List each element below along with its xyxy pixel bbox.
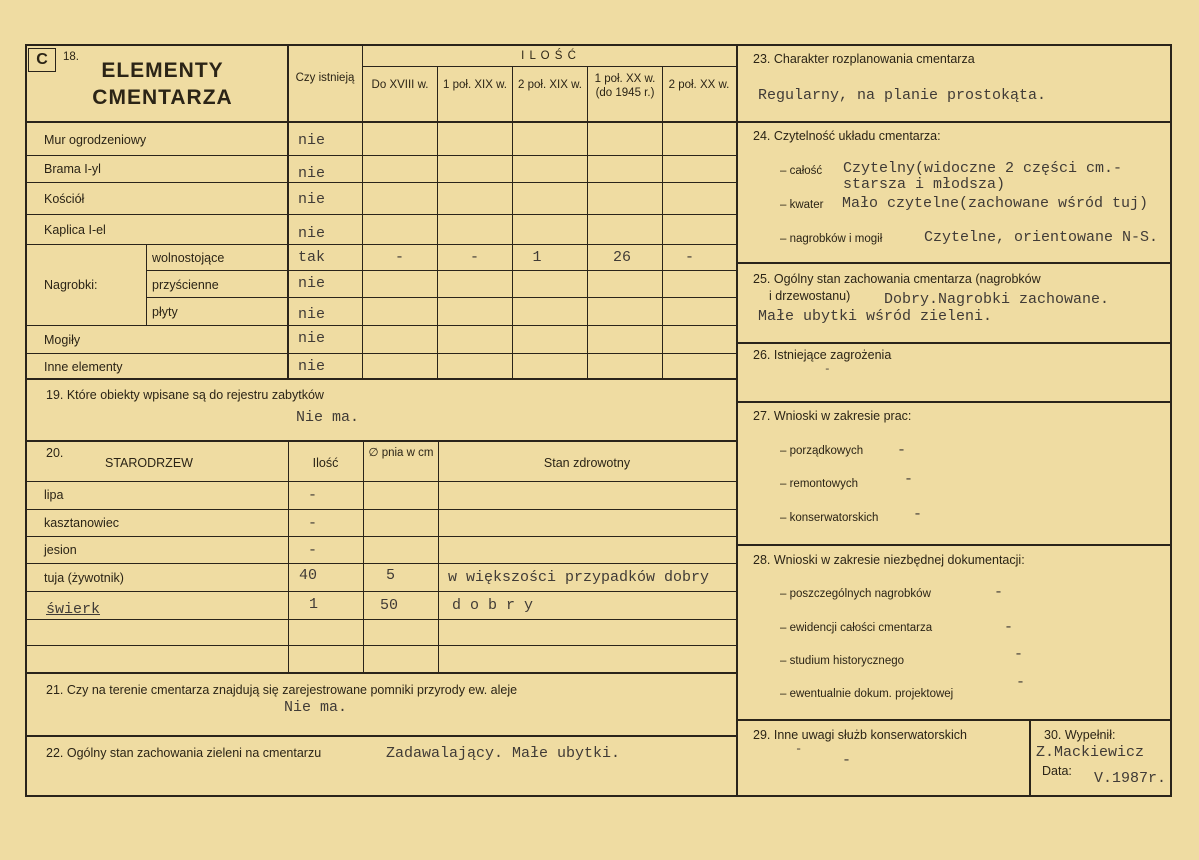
condition-label-cont: i drzewostanu): [769, 289, 851, 303]
tree-count-value: -: [308, 542, 318, 559]
layout-character-label: 23. Charakter rozplanowania cmentarza: [753, 52, 975, 66]
element-exists-value: nie: [298, 225, 326, 242]
works-item-label: – konserwatorskich: [780, 512, 879, 524]
readability-quarters-label: – kwater: [780, 199, 824, 211]
grave-count-cell: 26: [612, 249, 631, 266]
works-item-label: – remontowych: [780, 478, 858, 490]
element-row-label: Inne elementy: [44, 360, 123, 374]
element-row-label: Mogiły: [44, 333, 81, 347]
trees-col-count: Ilość: [312, 456, 339, 470]
grave-count-cell: 1: [532, 249, 542, 266]
readability-graves-value: Czytelne, orientowane N-S.: [924, 229, 1159, 246]
section-title-line1: ELEMENTY: [101, 59, 224, 82]
monuments-answer: Nie ma.: [284, 699, 348, 716]
element-row-label: wolnostojące: [152, 251, 225, 265]
works-item-label: – porządkowych: [780, 445, 864, 457]
element-exists-value: nie: [298, 306, 326, 323]
element-exists-value: nie: [298, 132, 326, 149]
readability-label: 24. Czytelność układu cmentarza:: [753, 129, 941, 143]
conservator-remarks-value: -: [795, 742, 803, 756]
trees-title: STARODRZEW: [105, 456, 193, 470]
quantity-header: I L O Ś Ć: [521, 50, 577, 62]
readability-graves-label: – nagrobków i mogił: [780, 233, 883, 245]
condition-label: 25. Ogólny stan zachowania cmentarza (nagrobków: [753, 272, 1041, 286]
col-exists-header: Czy istnieją: [295, 72, 355, 84]
date-label: Data:: [1042, 764, 1072, 778]
graves-group-label: Nagrobki:: [44, 278, 98, 292]
greenery-answer: Zadawalający. Małe ubytki.: [386, 745, 621, 762]
period-header-3: 2 poł. XIX w.: [518, 79, 582, 91]
element-exists-value: tak: [298, 249, 326, 266]
period-header-4: 1 poł. XX w. (do 1945 r.): [594, 73, 656, 99]
period-header-2: 1 poł. XIX w.: [443, 79, 507, 91]
works-item-value: -: [897, 442, 907, 459]
register-question: 19. Które obiekty wpisane są do rejestru zabytków: [46, 388, 324, 402]
section-letter-box: C: [28, 48, 56, 72]
filled-by-label: 30. Wypełnił:: [1044, 728, 1116, 742]
readability-whole-value-cont: starsza i młodsza): [843, 176, 1006, 193]
works-conclusions-label: 27. Wnioski w zakresie prac:: [753, 409, 912, 423]
documentation-item-label: – ewentualnie dokum. projektowej: [780, 688, 954, 700]
element-exists-value: nie: [298, 358, 326, 375]
condition-value-cont: Małe ubytki wśród zieleni.: [758, 308, 993, 325]
element-row-label: Kościół: [44, 192, 85, 206]
works-item-value: -: [904, 471, 914, 488]
trees-col-health: Stan zdrowotny: [543, 456, 631, 470]
tree-row-name: świerk: [46, 601, 101, 618]
monuments-question: 21. Czy na terenie cmentarza znajdują się zarejestrowane pomniki przyrody ew. aleje: [46, 683, 518, 697]
condition-value: Dobry.Nagrobki zachowane.: [884, 291, 1110, 308]
tree-health-value: w większości przypadków dobry: [448, 569, 710, 586]
readability-whole-label: – całość: [780, 165, 823, 177]
tree-row-name: kasztanowiec: [44, 516, 120, 530]
date-value: V.1987r.: [1094, 770, 1167, 787]
grave-count-cell: -: [684, 249, 694, 266]
tree-row-name: tuja (żywotnik): [44, 571, 124, 585]
tree-count-value: 1: [309, 596, 319, 613]
element-exists-value: nie: [298, 330, 326, 347]
element-exists-value: nie: [298, 191, 326, 208]
element-row-label: Mur ogrodzeniowy: [44, 133, 147, 147]
section-number: 18.: [63, 51, 79, 63]
documentation-item-value: -: [994, 584, 1004, 601]
grave-count-cell: -: [469, 249, 479, 266]
trees-section-number: 20.: [46, 446, 64, 460]
section-title-line2: CMENTARZA: [92, 86, 233, 109]
layout-character-value: Regularny, na planie prostokąta.: [758, 87, 1047, 104]
tree-row-name: jesion: [44, 543, 77, 557]
greenery-question: 22. Ogólny stan zachowania zieleni na cmentarzu: [46, 746, 322, 760]
threats-label: 26. Istniejące zagrożenia: [753, 348, 892, 362]
documentation-item-label: – studium historycznego: [780, 655, 905, 667]
documentation-item-label: – ewidencji całości cmentarza: [780, 622, 933, 634]
documentation-item-value: -: [1014, 646, 1024, 663]
documentation-item-value: -: [1004, 619, 1014, 636]
readability-whole-value: Czytelny(widoczne 2 części cm.-: [843, 160, 1123, 177]
tree-health-value: d o b r y: [452, 597, 534, 614]
tree-diameter-value: 50: [380, 597, 399, 614]
documentation-conclusions-label: 28. Wnioski w zakresie niezbędnej dokumentacji:: [753, 553, 1025, 567]
filled-by-name: Z.Mackiewicz: [1036, 744, 1145, 761]
tree-count-value: -: [308, 487, 318, 504]
tree-row-name: lipa: [44, 488, 64, 502]
conservator-remarks-label: 29. Inne uwagi służb konserwatorskich: [753, 728, 968, 742]
element-row-label: przyścienne: [152, 278, 219, 292]
tree-diameter-value: 5: [386, 567, 396, 584]
register-answer: Nie ma.: [296, 409, 360, 426]
tree-count-value: 40: [299, 567, 318, 584]
element-exists-value: nie: [298, 165, 326, 182]
tree-count-value: -: [308, 515, 318, 532]
works-item-value: -: [913, 506, 923, 523]
documentation-item-value: -: [1016, 674, 1026, 691]
period-header-5: 2 poł. XX w.: [668, 79, 730, 91]
element-row-label: Brama I-yl: [44, 162, 101, 176]
grave-count-cell: -: [394, 249, 404, 266]
element-row-label: Kaplica I-el: [44, 223, 106, 237]
trees-col-diameter: ∅ pnia w cm: [368, 447, 434, 459]
threats-value: -: [824, 364, 831, 376]
element-exists-value: nie: [298, 275, 326, 292]
conservator-remarks-value: -: [842, 752, 852, 769]
element-row-label: płyty: [152, 305, 178, 319]
period-header-1: Do XVIII w.: [371, 79, 429, 91]
documentation-item-label: – poszczególnych nagrobków: [780, 588, 931, 600]
readability-quarters-value: Mało czytelne(zachowane wśród tuj): [842, 195, 1149, 212]
